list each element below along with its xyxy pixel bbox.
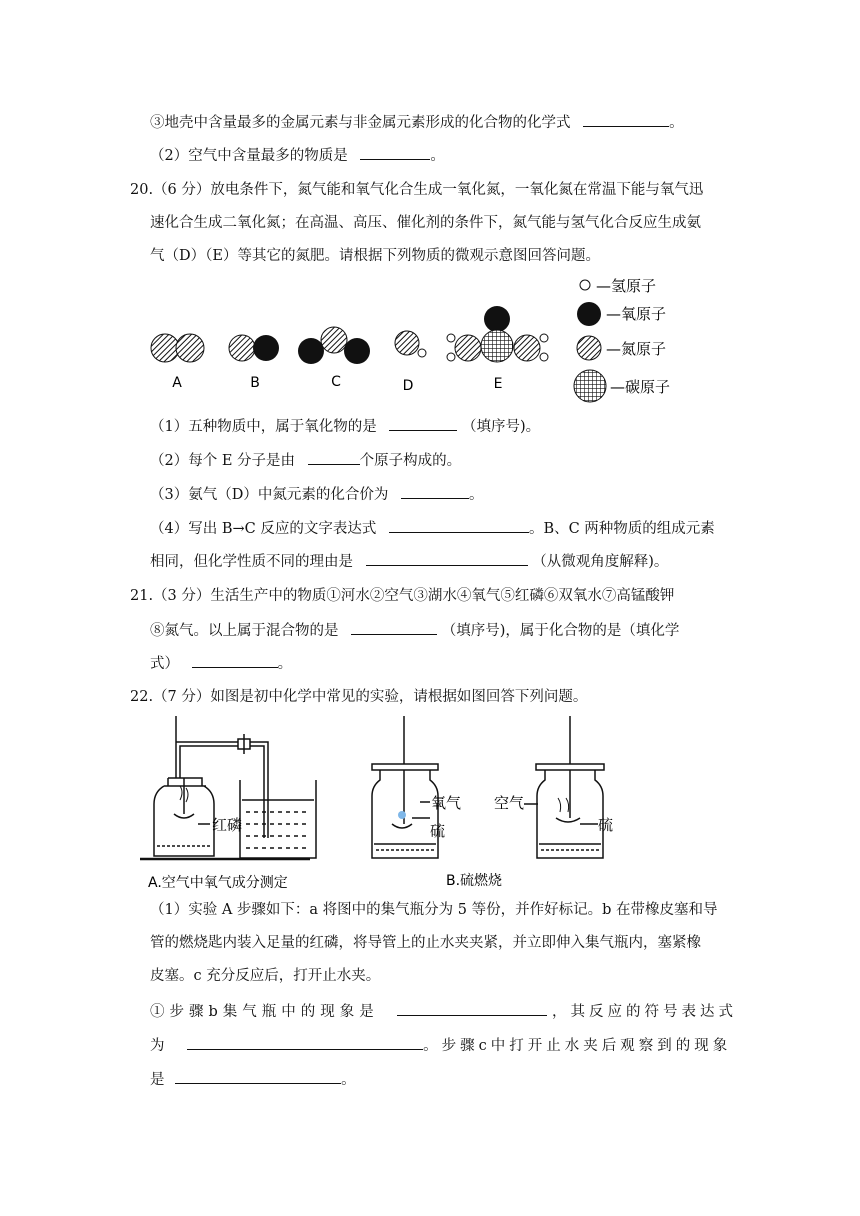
experiment-b-oxygen-jar — [372, 716, 438, 858]
q22-p1-line3: 皮塞。c 充分反应后，打开止水夹。 — [150, 968, 381, 984]
q21-line2: ⑧氮气。以上属于混合物的是 （填序号)，属于化合物的是（填化学 — [150, 620, 679, 641]
answer-blank[interactable] — [308, 450, 360, 465]
q20-sub2: （2）每个 E 分子是由 个原子构成的。 — [150, 450, 461, 471]
question-number: 20. — [130, 182, 154, 198]
legend-oxygen: —氧原子 — [606, 305, 667, 323]
q19-item3: ③地壳中含量最多的金属元素与非金属元素形成的化合物的化学式 。 — [150, 112, 684, 133]
label-oxygen: 氧气 — [431, 794, 462, 812]
label-b: B — [250, 375, 260, 391]
q19-part2: （2）空气中含量最多的物质是 。 — [150, 145, 445, 166]
label-sulfur-b2: 硫 — [598, 816, 614, 834]
q21-line1: （3 分）生活生产中的物质①河水②空气③湖水④氧气⑤红磷⑥双氧水⑦高锰酸钾 — [153, 588, 675, 604]
answer-blank[interactable] — [389, 518, 529, 533]
answer-blank[interactable] — [366, 551, 528, 566]
label-red-phosphorus: 红磷 — [212, 816, 243, 834]
q20-sub1: （1）五种物质中，属于氧化物的是 （填序号)。 — [150, 416, 540, 437]
molecule-e — [447, 306, 548, 362]
molecule-diagram — [140, 272, 700, 407]
legend-nitrogen: —氮原子 — [606, 340, 667, 358]
experiment-a-apparatus — [140, 716, 316, 859]
answer-blank[interactable] — [389, 416, 457, 431]
caption-a: A.空气中氧气成分测定 — [148, 875, 288, 891]
q20-stem-line2: 速化合生成二氧化氮；在高温、高压、催化剂的条件下，氮气能与氢气化合反应生成氨 — [150, 215, 701, 231]
label-air: 空气 — [494, 794, 525, 812]
experiment-b-air-jar — [524, 716, 604, 858]
q20-sub3: （3）氨气（D）中氮元素的化合价为 。 — [150, 484, 483, 505]
answer-blank[interactable] — [192, 653, 278, 668]
q20-stem-line1: （6 分）放电条件下，氮气能和氧气化合生成一氧化氮，一氧化氮在常温下能与氧气迅 — [153, 182, 704, 198]
answer-blank[interactable] — [351, 620, 437, 635]
label-c: C — [331, 374, 341, 390]
molecule-b — [229, 335, 279, 361]
q22-stem: （7 分）如图是初中化学中常见的实验，请根据如图回答下列问题。 — [153, 689, 588, 705]
question-number: 21. — [130, 588, 154, 604]
q22-s1-line3: 是 。 — [150, 1069, 356, 1090]
question-number: 22. — [130, 689, 154, 705]
answer-blank[interactable] — [397, 1001, 547, 1016]
blue-flame — [398, 811, 406, 819]
q20-sub4: （4）写出 B→C 反应的文字表达式 。B、C 两种物质的组成元素 — [150, 518, 715, 539]
answer-blank[interactable] — [401, 484, 469, 499]
experiment-figure — [140, 716, 700, 896]
answer-blank[interactable] — [175, 1069, 341, 1084]
answer-blank[interactable] — [187, 1035, 423, 1050]
q20-sub4-line2: 相同，但化学性质不同的理由是 （从微观角度解释)。 — [150, 551, 668, 572]
label-sulfur-b1: 硫 — [430, 822, 446, 840]
answer-blank[interactable] — [583, 112, 669, 127]
q20-stem-line3: 气（D）（E）等其它的氮肥。请根据下列物质的微观示意图回答问题。 — [150, 248, 600, 264]
legend-hydrogen: —氢原子 — [596, 277, 657, 295]
label-d: D — [402, 378, 414, 394]
answer-blank[interactable] — [360, 145, 430, 160]
label-e: E — [493, 376, 503, 392]
caption-b: B.硫燃烧 — [446, 873, 503, 889]
q21-line3: 式） 。 — [150, 653, 292, 674]
legend-carbon: —碳原子 — [610, 378, 671, 396]
molecule-a — [151, 334, 204, 362]
label-a: A — [172, 375, 182, 391]
molecule-c — [298, 327, 370, 364]
q22-p1-line2: 管的燃烧匙内装入足量的红磷，将导管上的止水夹夹紧，并立即伸入集气瓶内，塞紧橡 — [150, 935, 701, 951]
legend — [574, 277, 670, 402]
q22-s1-line2: 为 。步骤c中打开止水夹后观察到的现象 — [150, 1035, 732, 1056]
molecule-d — [395, 331, 426, 357]
q22-p1-line1: （1）实验 A 步骤如下：a 将图中的集气瓶分为 5 等份，并作好标记。b 在带橡皮塞和导 — [150, 902, 718, 918]
q22-s1-line1: ①步骤b集气瓶中的现象是 ，其反应的符号表达式 — [150, 1001, 732, 1022]
